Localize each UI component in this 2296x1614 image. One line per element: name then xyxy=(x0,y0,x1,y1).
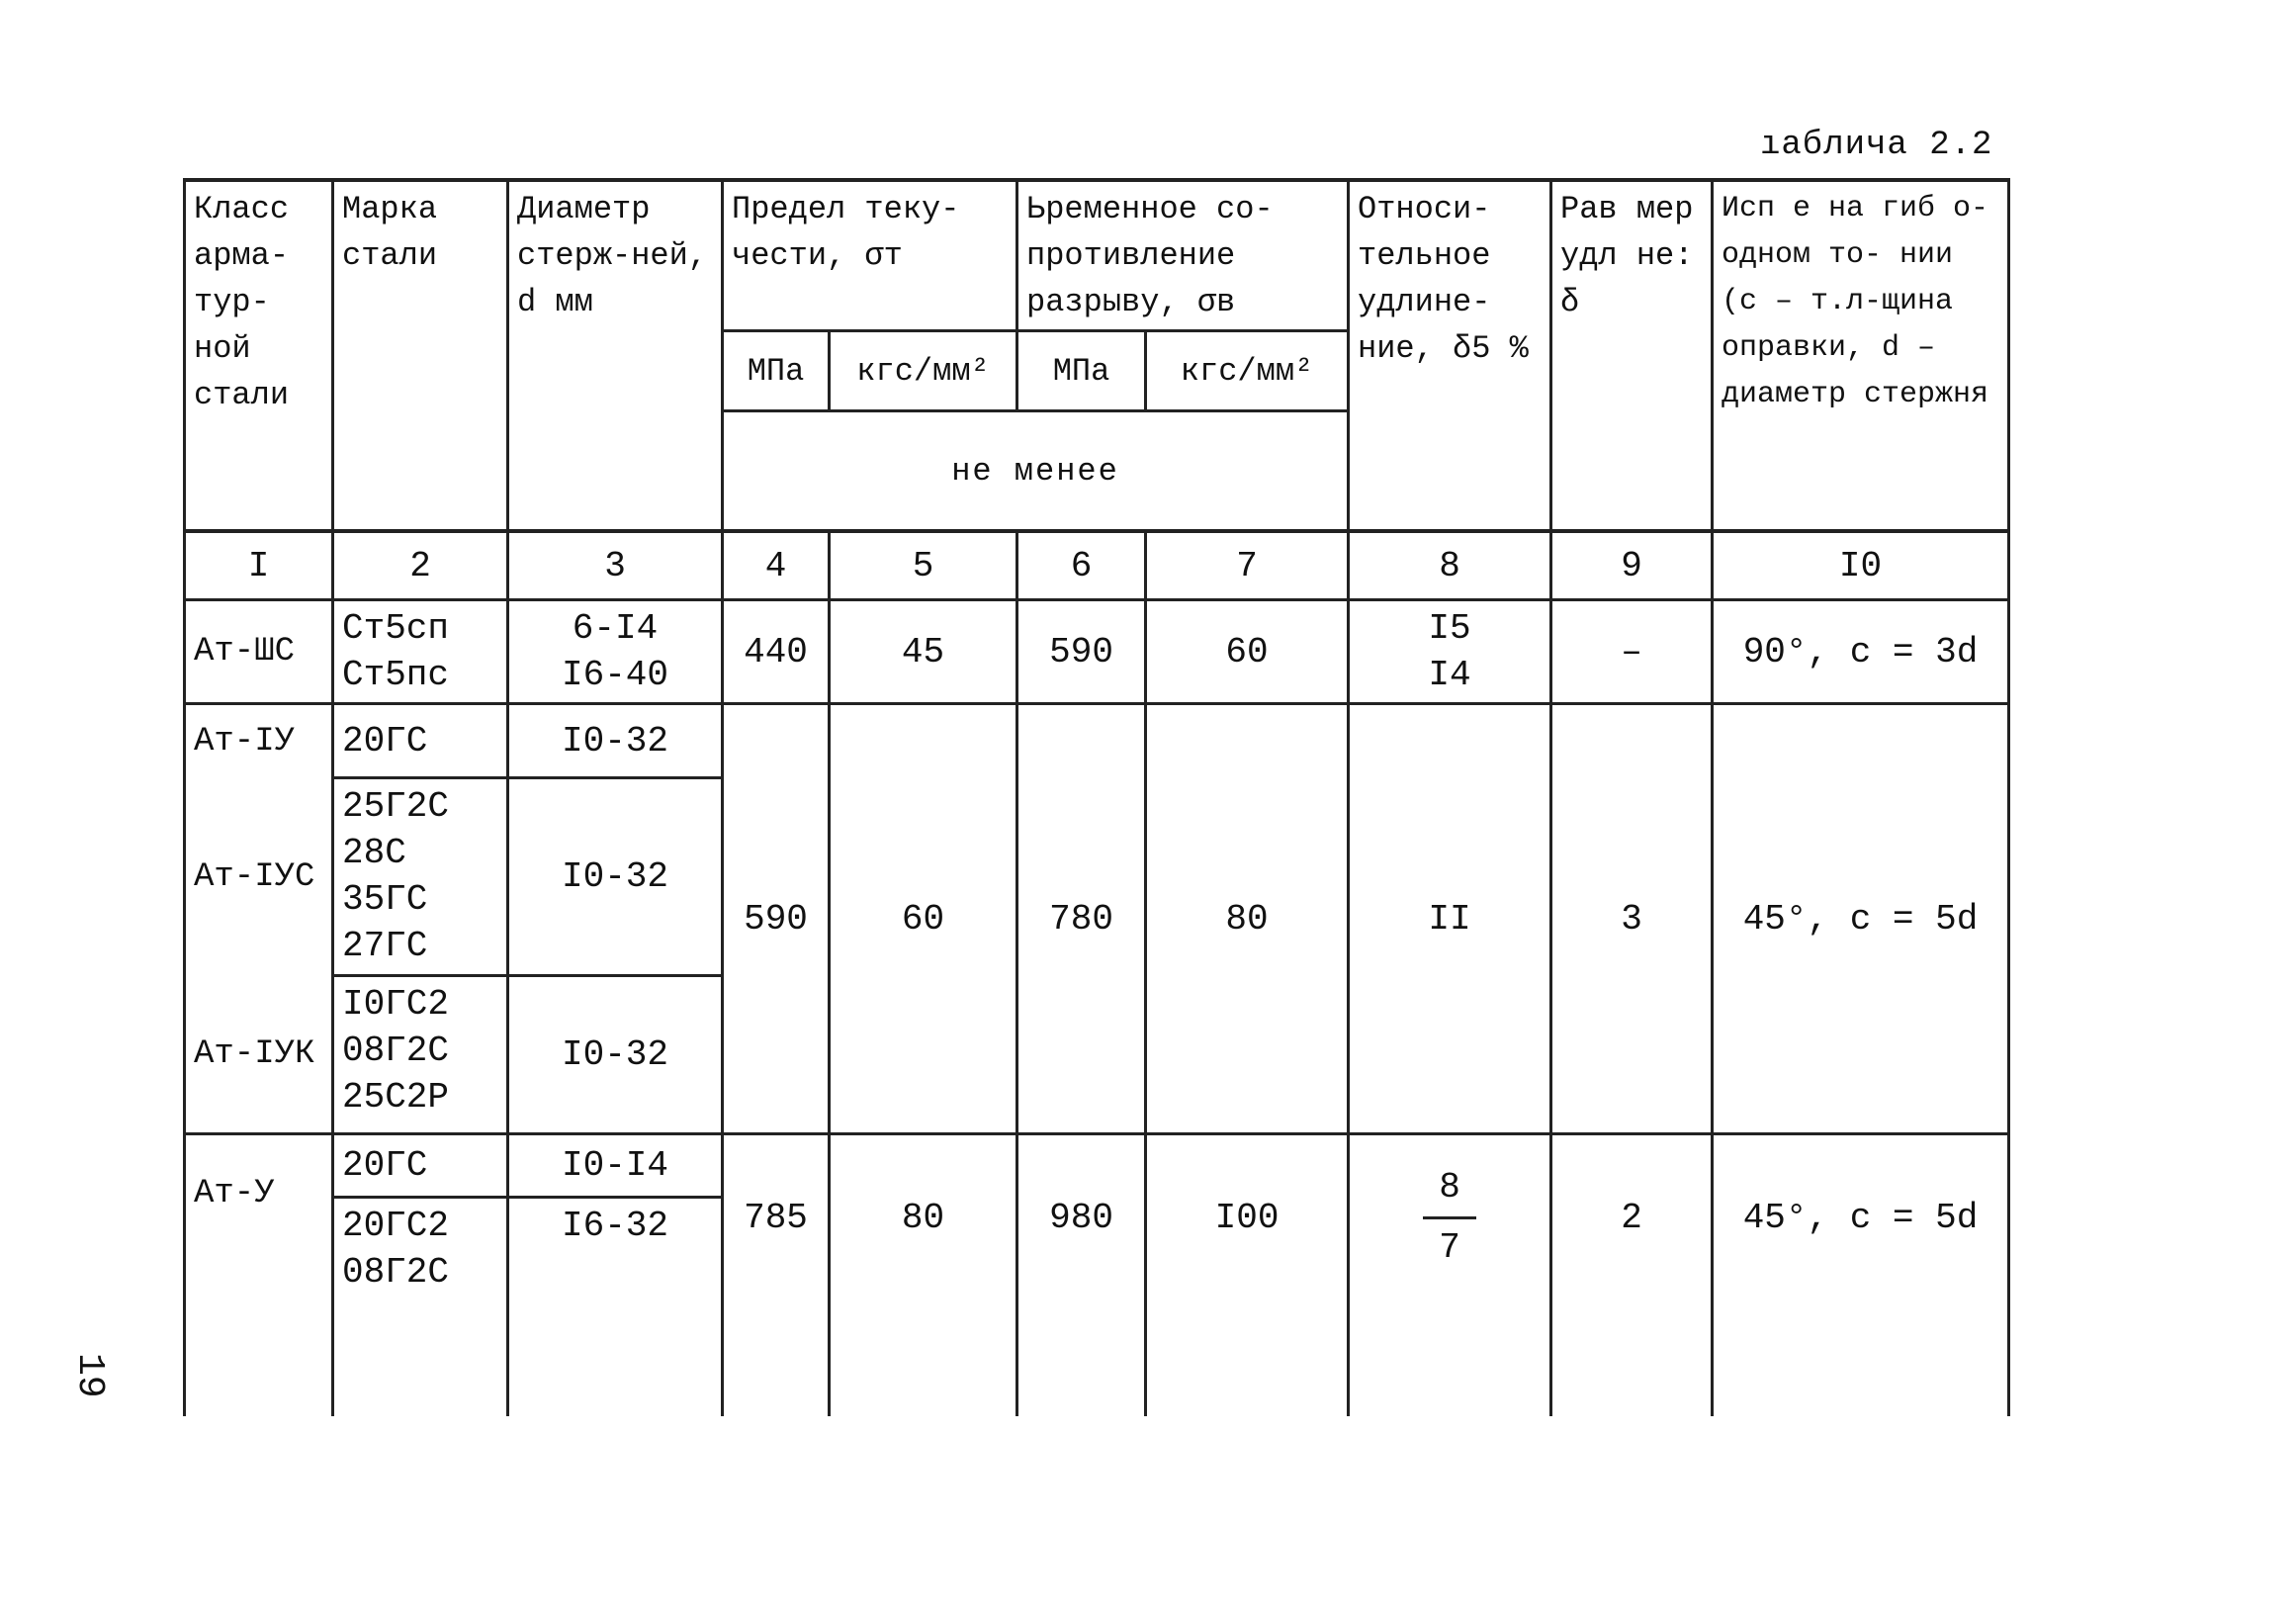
grade-cell xyxy=(333,1198,508,1300)
grade-value: I0ГС2 xyxy=(342,984,450,1025)
empty-cell xyxy=(723,1300,830,1416)
table-row xyxy=(185,704,2009,778)
unit-mpa-tensile: МПа xyxy=(1017,331,1146,411)
header-tensile: Ьременное со-противление разрыву, σв xyxy=(1017,180,1349,331)
elongation-cell: II xyxy=(1349,704,1551,1134)
empty-cell xyxy=(1713,1300,2009,1416)
grade-cell xyxy=(333,778,508,976)
tensile-kgf-cell: 60 xyxy=(1146,600,1349,704)
yield-mpa-cell: 785 xyxy=(723,1134,830,1300)
empty-cell xyxy=(508,1300,723,1416)
grade-value: 08Г2С xyxy=(342,1252,450,1293)
header-diameter: Диаметр стерж-ней, d мм xyxy=(508,180,723,531)
table-row xyxy=(185,1134,2009,1198)
empty-cell xyxy=(1146,1300,1349,1416)
uniform-cell: 3 xyxy=(1551,704,1713,1134)
bend-cell: 45°, с = 5d xyxy=(1713,704,2009,1134)
grade-cell xyxy=(333,600,508,704)
elongation-value: I5 xyxy=(1428,608,1471,649)
unit-kgf-yield: кгс/мм² xyxy=(830,331,1017,411)
col-num: 9 xyxy=(1551,531,1713,600)
elongation-fraction xyxy=(1423,1159,1476,1277)
header-grade: Марка стали xyxy=(333,180,508,531)
grade-cell: 20ГС xyxy=(333,1134,508,1198)
col-num: 5 xyxy=(830,531,1017,600)
uniform-cell: – xyxy=(1551,600,1713,704)
diameter-cell: I0-I4 xyxy=(508,1134,723,1198)
header-class: Класс арма-тур-ной стали xyxy=(185,180,333,531)
grade-cell xyxy=(333,976,508,1134)
yield-mpa-cell: 440 xyxy=(723,600,830,704)
empty-cell xyxy=(185,1300,333,1416)
class-cell: Ат-IУС xyxy=(185,778,333,976)
fraction-denominator: 7 xyxy=(1439,1226,1460,1268)
elongation-cell xyxy=(1349,1134,1551,1300)
tensile-kgf-cell: 80 xyxy=(1146,704,1349,1134)
grade-value: 20ГС2 xyxy=(342,1206,450,1246)
empty-cell xyxy=(1349,1300,1551,1416)
col-num: I0 xyxy=(1713,531,2009,600)
steel-properties-table xyxy=(183,178,2010,1416)
col-num: 8 xyxy=(1349,531,1551,600)
unit-mpa-yield: МПа xyxy=(723,331,830,411)
grade-value: 25С2Р xyxy=(342,1077,450,1118)
col-num: 6 xyxy=(1017,531,1146,600)
header-row xyxy=(185,180,2009,331)
page-number: 19 xyxy=(68,1353,111,1398)
table-tail-row xyxy=(185,1300,2009,1416)
col-num: 4 xyxy=(723,531,830,600)
header-bend-test: Исп е на гиб о- одном то- нии (с – т.л-щина оправки, d – диаметр стержня xyxy=(1713,180,2009,531)
grade-value: 25Г2С xyxy=(342,786,450,827)
table-row xyxy=(185,600,2009,704)
diameter-cell: I0-32 xyxy=(508,704,723,778)
tensile-mpa-cell: 780 xyxy=(1017,704,1146,1134)
diameter-cell: I0-32 xyxy=(508,778,723,976)
grade-value: Ст5пс xyxy=(342,655,450,695)
fraction-numerator: 8 xyxy=(1423,1159,1476,1219)
elongation-cell xyxy=(1349,600,1551,704)
diameter-cell: I0-32 xyxy=(508,976,723,1134)
class-cell: Ат-У xyxy=(185,1134,333,1300)
col-num: 2 xyxy=(333,531,508,600)
grade-value: 08Г2С xyxy=(342,1031,450,1071)
bend-cell: 45°, с = 5d xyxy=(1713,1134,2009,1300)
header-elongation: Относи-тельное удлине-ние, δ5 % xyxy=(1349,180,1551,531)
grade-value: Ст5сп xyxy=(342,608,450,649)
table-caption: ıаблича 2.2 xyxy=(1760,127,1993,164)
diameter-value: 6-I4 xyxy=(572,608,659,649)
diameter-cell xyxy=(508,600,723,704)
not-less-label: не менее xyxy=(723,411,1349,532)
empty-cell xyxy=(1551,1300,1713,1416)
tensile-mpa-cell: 980 xyxy=(1017,1134,1146,1300)
col-num: 7 xyxy=(1146,531,1349,600)
uniform-cell: 2 xyxy=(1551,1134,1713,1300)
yield-kgf-cell: 80 xyxy=(830,1134,1017,1300)
class-cell: Ат-ШС xyxy=(185,600,333,704)
grade-value: 35ГС xyxy=(342,879,428,920)
empty-cell xyxy=(1017,1300,1146,1416)
empty-cell xyxy=(333,1300,508,1416)
yield-kgf-cell: 45 xyxy=(830,600,1017,704)
header-uniform-elongation: Рав мер удл не: δ xyxy=(1551,180,1713,531)
column-numbers-row xyxy=(185,531,2009,600)
tensile-mpa-cell: 590 xyxy=(1017,600,1146,704)
header-yield: Предел теку-чести, σт xyxy=(723,180,1017,331)
yield-kgf-cell: 60 xyxy=(830,704,1017,1134)
tensile-kgf-cell: I00 xyxy=(1146,1134,1349,1300)
unit-kgf-tensile: кгс/мм² xyxy=(1146,331,1349,411)
diameter-cell: I6-32 xyxy=(508,1198,723,1300)
class-cell: Ат-IУ xyxy=(185,704,333,778)
yield-mpa-cell: 590 xyxy=(723,704,830,1134)
col-num: I xyxy=(185,531,333,600)
bend-cell: 90°, с = 3d xyxy=(1713,600,2009,704)
grade-value: 27ГС xyxy=(342,926,428,966)
elongation-value: I4 xyxy=(1428,655,1471,695)
col-num: 3 xyxy=(508,531,723,600)
empty-cell xyxy=(830,1300,1017,1416)
class-cell: Ат-IУК xyxy=(185,976,333,1134)
grade-cell: 20ГС xyxy=(333,704,508,778)
diameter-value: I6-40 xyxy=(561,655,669,695)
grade-value: 28С xyxy=(342,833,406,873)
